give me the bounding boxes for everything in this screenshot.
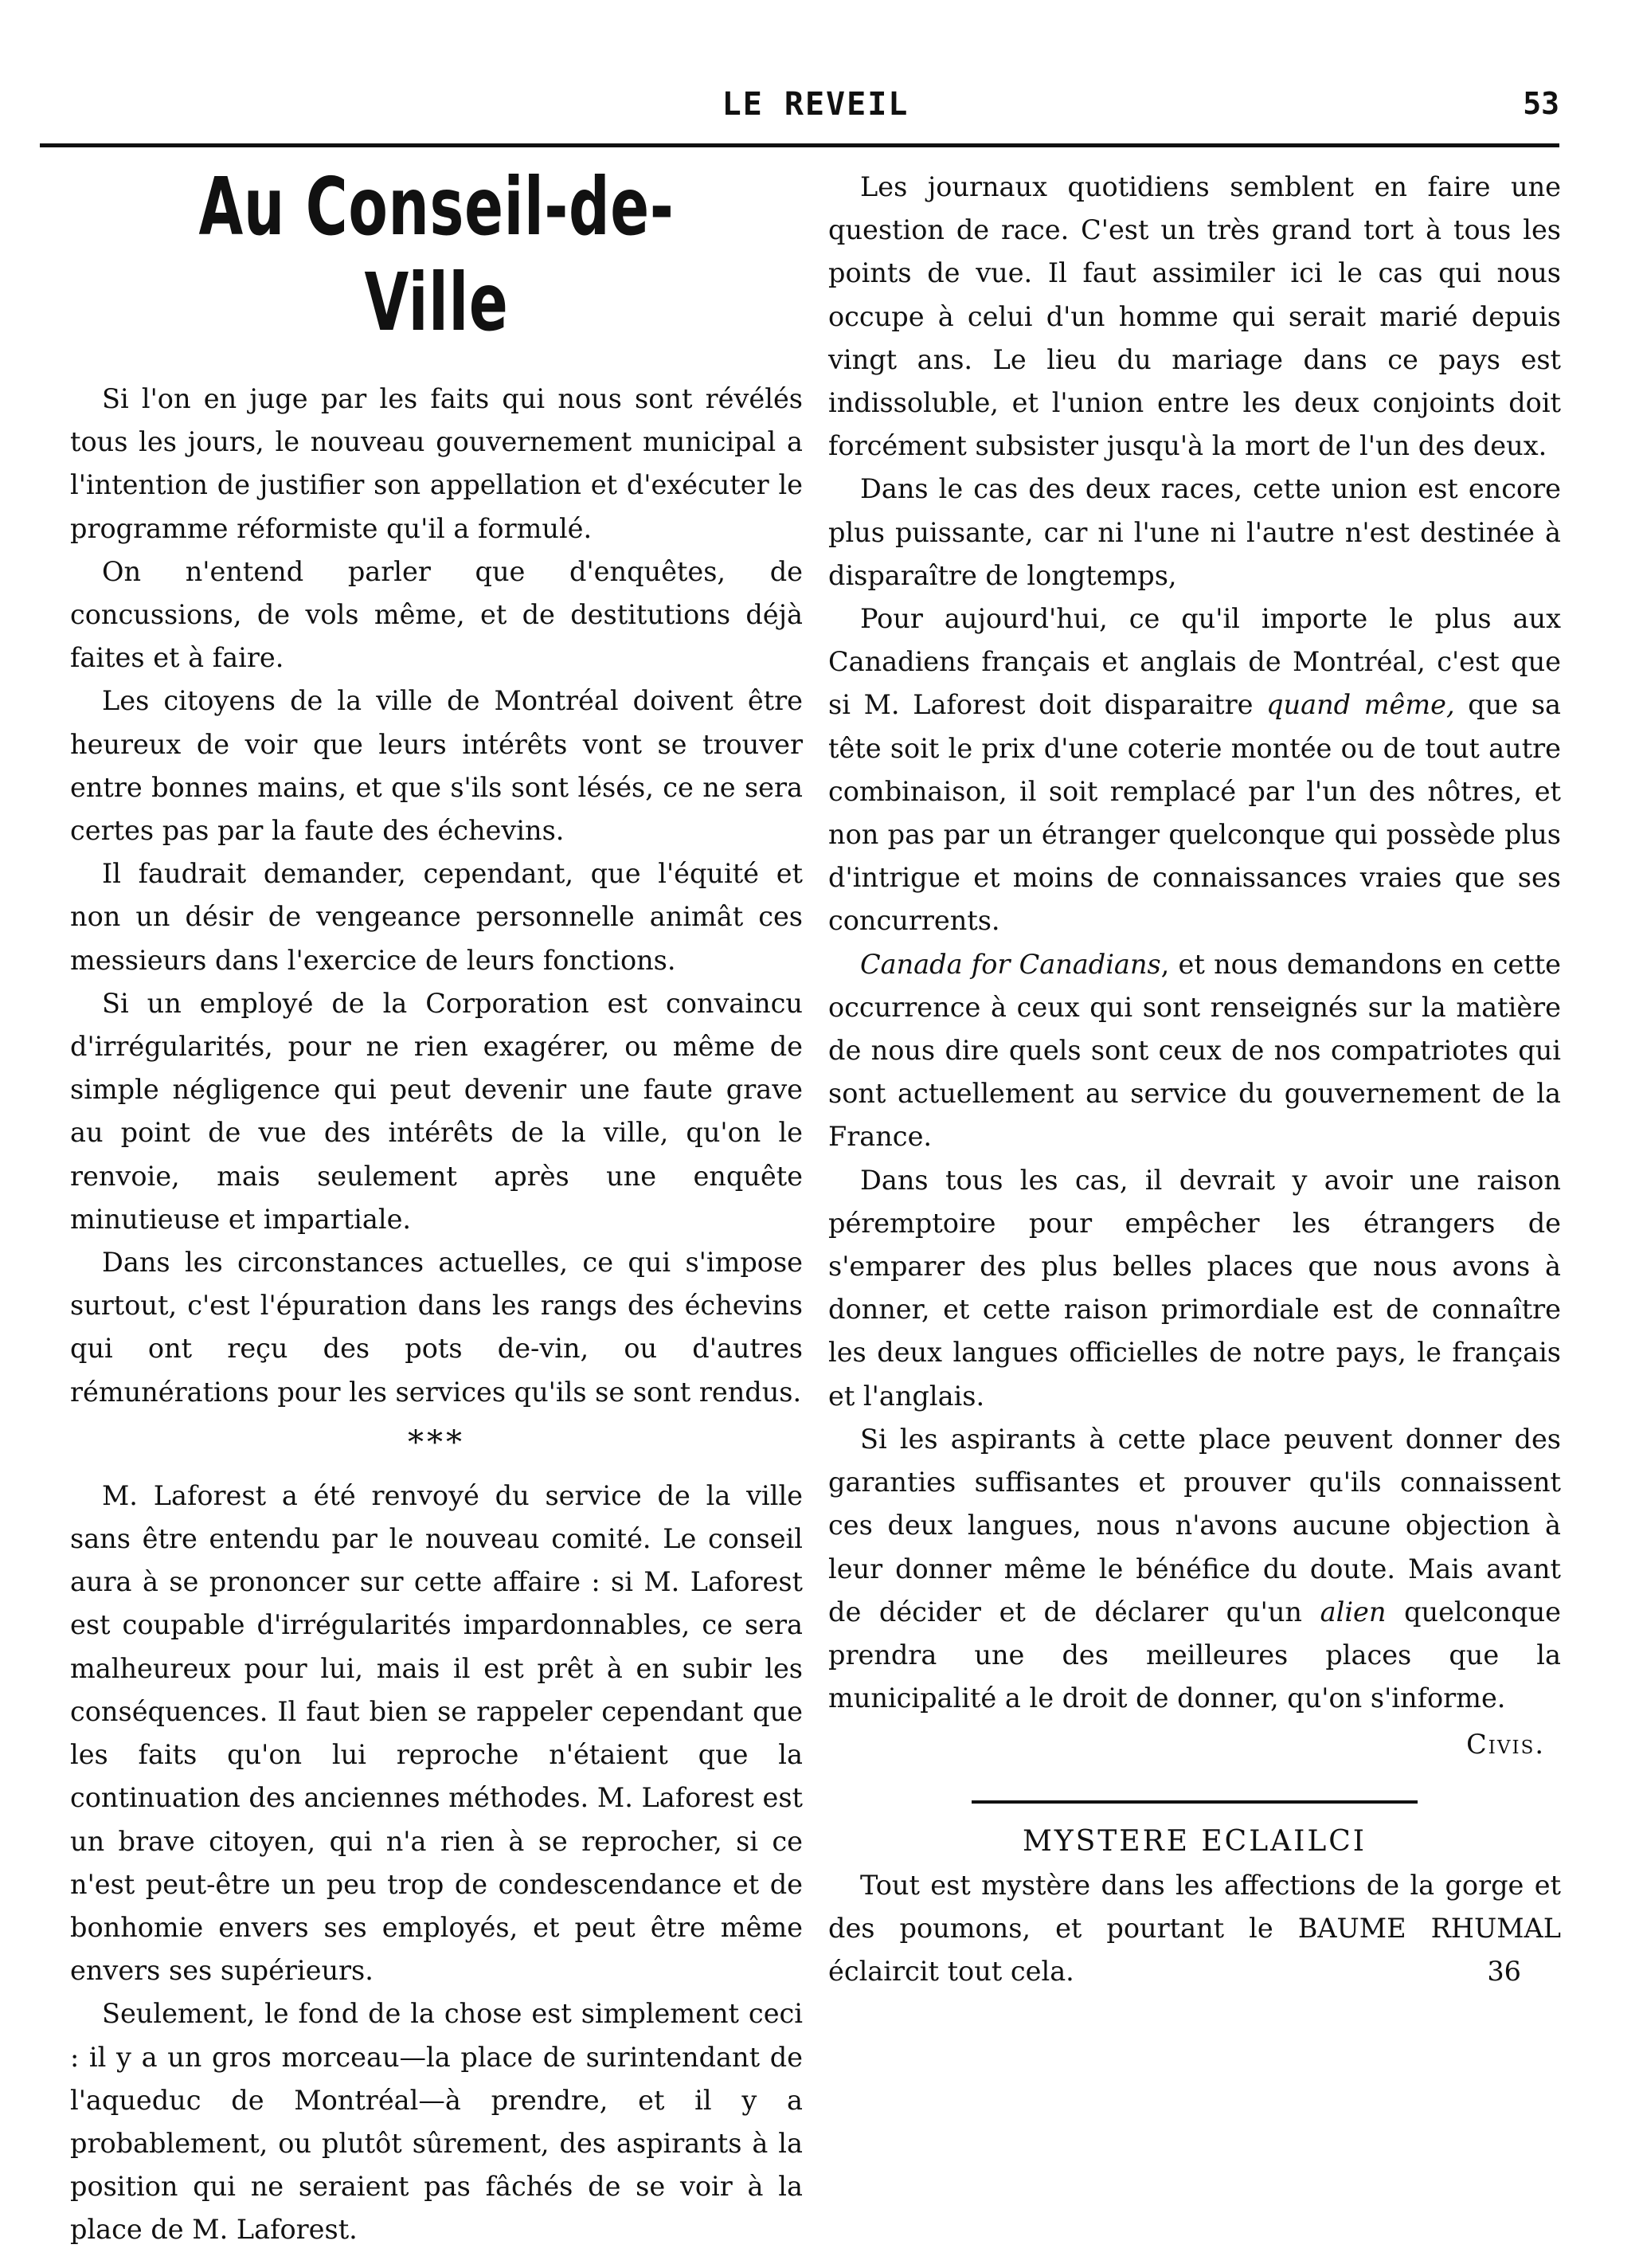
paragraph-text: quelconque prendra une des meilleures places que la municipalité a le droit de donner, qu'on s'informe. (828, 1596, 1562, 1714)
paragraph-text: Pour aujourd'hui, ce qu'il importe le plus aux Canadiens français et anglais de Montréal, c'est que si M. Laforest doit disparaitre (828, 603, 1561, 721)
article-paragraph: Les journaux quotidiens semblent en faire une question de race. C'est un très grand tort à tous les points de vue. Il faut assimiler ici le cas qui nous occupe à celui d'un homme qui serait marié depuis vingt ans. Le lieu du mariage dans ce pays est indissoluble, et l'union entre les deux conjoints doit forcément subsister jusqu'à la mort de l'un des deux. (828, 171, 1561, 462)
page-number: 53 (1523, 86, 1559, 121)
italic-phrase: Canada for Canadians (860, 948, 1161, 980)
article-paragraph (828, 1418, 1561, 1720)
section-separator: *** (408, 1424, 465, 1461)
article-paragraph-continued: Seulement, le fond de la chose est simplement ceci : il y a un gros morceau—la place de surintendant de l'aqueduc de Montréal—à prendre, et il y a probablement, ou plutôt sûrement, des aspirants à la position qui ne seraient pas fâchés de se voir à la place de M. Laforest. (70, 1998, 803, 2246)
section-rule (972, 1800, 1418, 1804)
article-paragraph: Dans le cas des deux races, cette union est encore plus puissante, car ni l'une ni l'autre n'est destinée à disparaître de longtemps, (828, 473, 1561, 591)
right-column (828, 166, 1561, 1993)
advertisement-text: Tout est mystère dans les affections de la gorge et des poumons, et pourtant le BAUME RHUMAL éclaircit tout cela. (828, 1869, 1561, 1987)
publication-title: LE REVEIL (722, 86, 909, 123)
paragraph-text: que sa tête soit le prix d'une coterie montée ou de tout autre combinaison, il soit remplacé par l'un des nôtres, et non pas par un étranger quelconque qui possède plus d'intrigue et moins de connaissances vraies que ses concurrents. (828, 689, 1561, 937)
paragraph-text: Si les aspirants à cette place peuvent donner des garanties suffisantes et prouver qu'ils connaissent ces deux langues, nous n'avons aucune objection à leur donner même le bénéfice du doute. Mais avant de décider et de déclarer qu'un (828, 1423, 1561, 1628)
paragraph-text: , et nous demandons en cette occurrence à ceux qui sont renseignés sur la matière de nous dire quels sont ceux de nos compatriotes qui sont actuellement au service du gouvernement de la France. (828, 948, 1561, 1153)
italic-phrase: alien (1320, 1596, 1387, 1628)
article-paragraph: Dans tous les cas, il devrait y avoir une raison péremptoire pour empêcher les étrangers de s'emparer des plus belles places que nous avons à donner, et cette raison primordiale est de connaître les deux langues officielles de notre pays, le français et l'anglais. (828, 1164, 1561, 1412)
author-signature: Civis. (1466, 1729, 1545, 1761)
advertisement-ref: 36 (1487, 1955, 1521, 1987)
advertisement (828, 1819, 1561, 1994)
left-column (70, 159, 803, 2252)
article-paragraph: Si un employé de la Corporation est convaincu d'irrégularités, pour ne rien exagérer, ou même de simple négligence qui peut devenir une faute grave au point de vue des intérêts de la ville, qu'on le renvoie, mais seulement après une enquête minutieuse et impartiale. (70, 987, 803, 1235)
article-paragraph: M. Laforest a été renvoyé du service de la ville sans être entendu par le nouveau comité. Le conseil aura à se prononcer sur cette affaire : si M. Laforest est coupable d'irrégularités impardonnables, ce sera malheureux pour lui, mais il est prêt à en subir les conséquences. Il faut bien se rappeler cependant que les faits qu'on lui reproche n'étaient que la continuation des anciennes méthodes. M. Laforest est un brave citoyen, qui n'a rien à se reprocher, si ce n'est peut-être un peu trop de condescendance et de bonhomie envers ses employés, et peut être même envers ses supérieurs. (70, 1479, 803, 1987)
article-paragraph (828, 597, 1561, 943)
article-paragraph: Il faudrait demander, cependant, que l'équité et non un désir de vengeance personnelle animât ces messieurs dans l'exercice de leurs fonctions. (70, 858, 803, 976)
article-paragraph: On n'entend parler que d'enquêtes, de concussions, de vols même, et de destitutions déjà faites et à faire. (70, 555, 803, 674)
italic-phrase: quand même, (1266, 689, 1455, 721)
advertisement-title: MYSTERE ECLAILCI (1022, 1824, 1367, 1858)
article-paragraph (828, 943, 1561, 1159)
article-headline: Au Conseil-de-Ville (198, 160, 675, 349)
header-rule (40, 143, 1559, 147)
advertisement-body (828, 1864, 1561, 1994)
article-paragraph: Si l'on en juge par les faits qui nous sont révélés tous les jours, le nouveau gouvernement municipal a l'intention de justifier son appellation et d'exécuter le programme réformiste qu'il a formulé. (70, 383, 803, 544)
article-paragraph: Dans les circonstances actuelles, ce qui s'impose surtout, c'est l'épuration dans les rangs des échevins qui ont reçu des pots de-vin, ou d'autres rémunérations pour les services qu'ils se sont rendus. (70, 1247, 803, 1408)
article-paragraph: Les citoyens de la ville de Montréal doivent être heureux de voir que leurs intérêts vont se trouver entre bonnes mains, et que s'ils sont lésés, ce ne sera certes pas par la faute des échevins. (70, 685, 803, 847)
running-head (72, 86, 1559, 134)
